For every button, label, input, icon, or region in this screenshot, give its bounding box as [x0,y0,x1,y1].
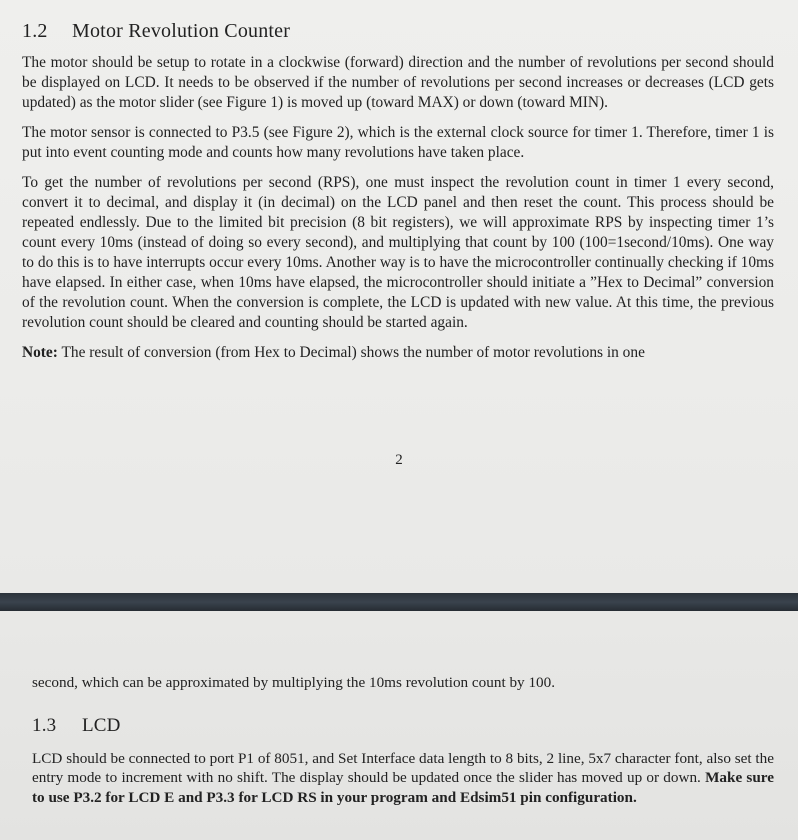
lcd-text: LCD should be connected to port P1 of 8051, and Set Interface data length to 8 bits, 2 line, 5x7 character font, also set the entry mode to increment with no shift. The display should be updated once the slider has moved up or down. [32,749,774,786]
lcd-bold-instruction: Make sure to use P3.2 for LCD E and P3.3 for LCD RS in your program and Edsim51 pin configuration. [32,769,774,806]
note-text: The result of conversion (from Hex to Decimal) shows the number of motor revolutions in one [57,344,645,361]
page-divider [0,593,798,611]
note-paragraph [22,343,774,363]
section-number: 1.2 [22,20,48,42]
note-label: Note: [22,344,58,361]
section-title: LCD [82,714,121,736]
paragraph-rps: To get the number of revolutions per second (RPS), one must inspect the revolution count in timer 1 every second, convert it to decimal, and display it (in decimal) on the LCD panel and then reset the count. This process should be repeated endlessly. Due to the limited bit precision (8 bit registers), we will approximate RPS by inspecting timer 1’s count every 10ms (instead of doing so every second), and multiplying that count by 100 (100=1second/10ms). One way to do this is to have interrupts occur every 10ms. Another way is to have the microcontroller continually checking if 10ms have elapsed. In either case, when 10ms have elapsed, the microcontroller should initiate a ”Hex to Decimal” conversion of the revolution count. When the conversion is complete, the LCD is updated with new value. At this time, the previous revolution count should be cleared and counting should be started again. [22,174,774,331]
paragraph-continuation: second, which can be approximated by multiplying the 10ms revolution count by 100. [32,674,556,691]
paragraph-motor-sensor: The motor sensor is connected to P3.5 (see Figure 2), which is the external clock source for timer 1. Therefore, timer 1 is put into event counting mode and counts how many revolutions have taken place. [22,124,774,161]
page-number: 2 [395,452,403,468]
paragraph-lcd [32,749,774,808]
section-title: Motor Revolution Counter [72,20,291,42]
section-heading-1-3 [32,715,774,737]
document-page-3 [0,611,798,840]
paragraph-motor-setup: The motor should be setup to rotate in a clockwise (forward) direction and the number of revolutions per second should be displayed on LCD. It needs to be observed if the number of revolutions per second increases or decreases (LCD gets updated) as the motor slider (see Figure 1) is moved up (toward MAX) or down (toward MIN). [22,54,774,111]
section-heading-1-2 [22,20,774,43]
section-number: 1.3 [32,714,57,736]
